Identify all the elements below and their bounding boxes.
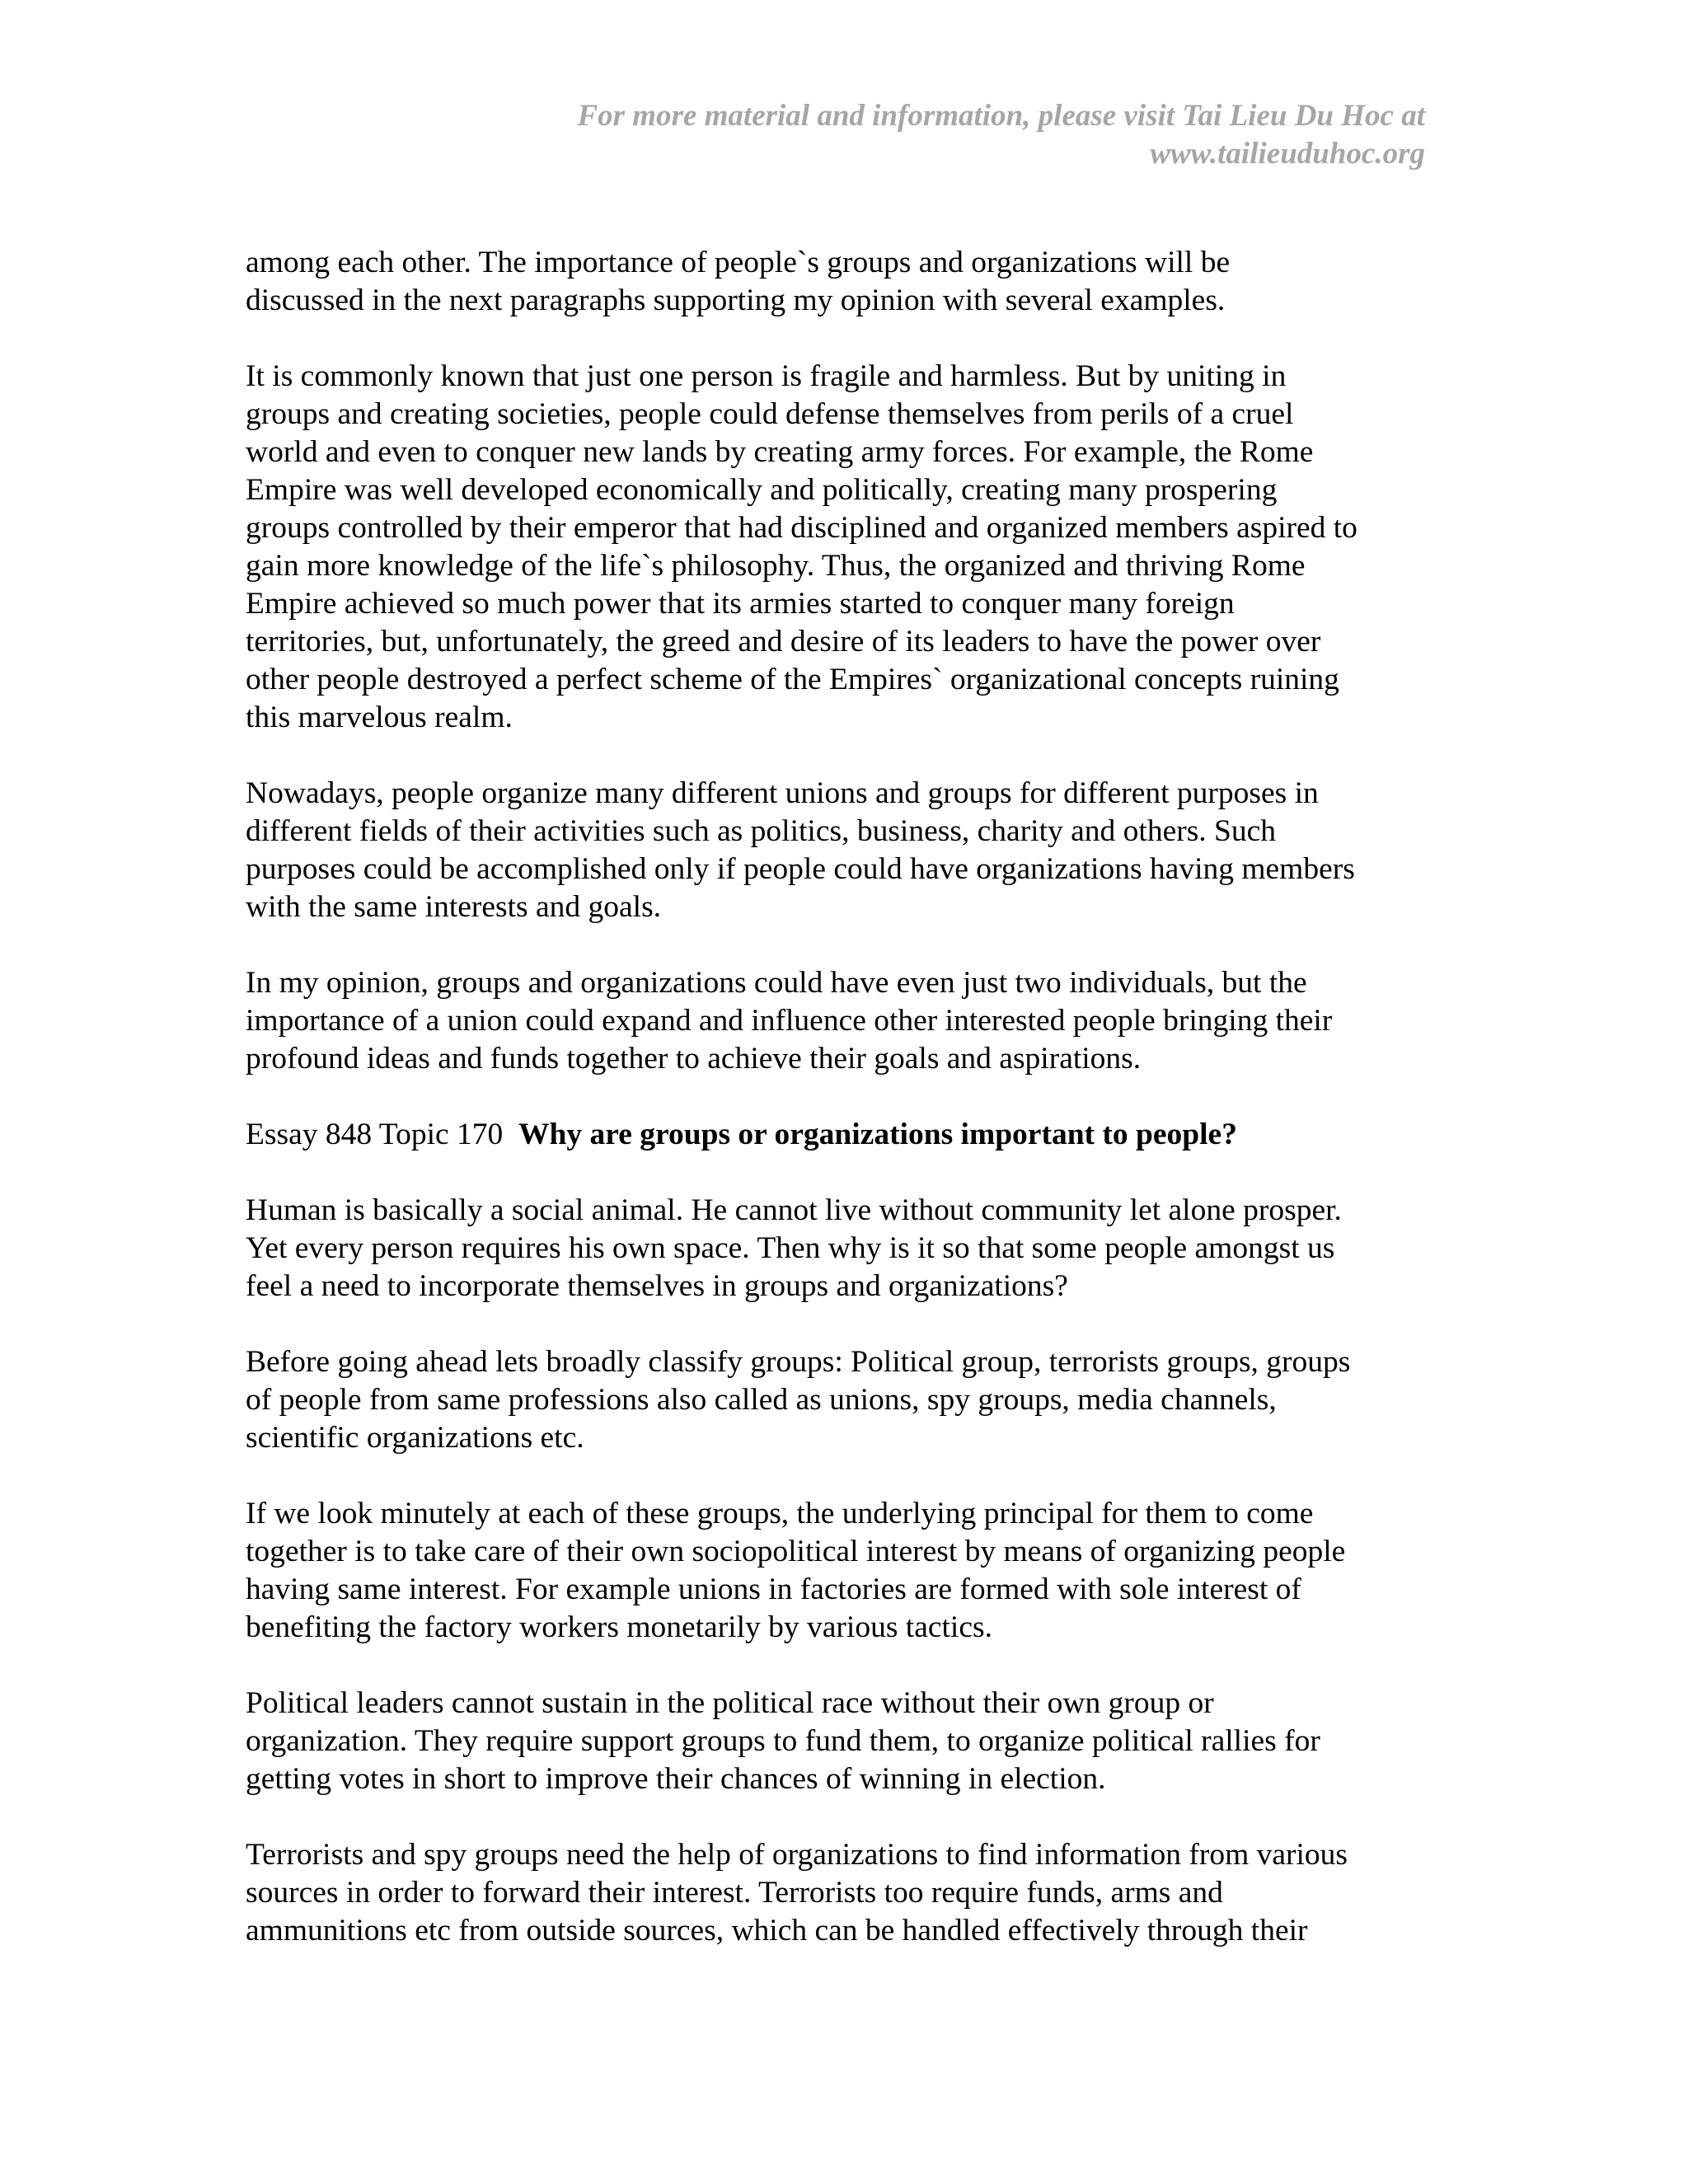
essay-question: Why are groups or organizations important to people?	[518, 1118, 1237, 1151]
text-line: ammunitions etc from outside sources, which can be handled effectively through their	[246, 1914, 1308, 1947]
essay-label: Essay 848 Topic 170	[246, 1118, 504, 1151]
paragraph	[246, 775, 1432, 926]
text-line: Empire was well developed economically and politically, creating many prospering	[246, 473, 1278, 507]
paragraph	[246, 964, 1432, 1078]
paragraph	[246, 244, 1432, 320]
paragraph	[246, 358, 1432, 737]
text-line: gain more knowledge of the life`s philosophy. Thus, the organized and thriving Rome	[246, 549, 1306, 583]
text-line: organization. They require support groups to fund them, to organize political rallies for	[246, 1724, 1320, 1758]
text-line: Political leaders cannot sustain in the political race without their own group or	[246, 1686, 1214, 1720]
text-line: profound ideas and funds together to achieve their goals and aspirations.	[246, 1042, 1142, 1076]
text-line: It is commonly known that just one person is fragile and harmless. But by uniting in	[246, 359, 1287, 393]
text-line: Nowadays, people organize many different unions and groups for different purposes in	[246, 776, 1319, 810]
text-line: discussed in the next paragraphs supporting my opinion with several examples.	[246, 284, 1226, 317]
text-line: groups controlled by their emperor that had disciplined and organized members aspired to	[246, 511, 1357, 545]
text-line: world and even to conquer new lands by creating army forces. For example, the Rome	[246, 435, 1314, 469]
text-line: having same interest. For example unions in factories are formed with sole interest of	[246, 1572, 1301, 1606]
header-line-1: For more material and information, please visit Tai Lieu Du Hoc at	[577, 99, 1425, 133]
text-line: among each other. The importance of people`s groups and organizations will be	[246, 246, 1231, 279]
page-header	[354, 97, 1425, 173]
paragraph	[246, 1685, 1432, 1798]
text-line: Before going ahead lets broadly classify groups: Political group, terrorists groups, groups	[246, 1345, 1351, 1379]
paragraph	[246, 1495, 1432, 1647]
text-line: importance of a union could expand and influence other interested people bringing their	[246, 1004, 1333, 1038]
text-line: benefiting the factory workers monetarily by various tactics.	[246, 1610, 992, 1644]
text-line: Human is basically a social animal. He cannot live without community let alone prosper.	[246, 1193, 1342, 1227]
text-line: groups and creating societies, people could defense themselves from perils of a cruel	[246, 397, 1294, 431]
text-line: In my opinion, groups and organizations could have even just two individuals, but the	[246, 966, 1307, 1000]
text-line: Terrorists and spy groups need the help of organizations to find information from various	[246, 1838, 1348, 1872]
essay-heading	[246, 1116, 1432, 1154]
text-line: other people destroyed a perfect scheme of the Empires` organizational concepts ruining	[246, 663, 1339, 696]
paragraph	[246, 1343, 1432, 1457]
text-line: sources in order to forward their interest. Terrorists too require funds, arms and	[246, 1876, 1223, 1910]
text-line: purposes could be accomplished only if people could have organizations having members	[246, 852, 1355, 886]
text-line: territories, but, unfortunately, the greed and desire of its leaders to have the power over	[246, 625, 1321, 658]
paragraph	[246, 1192, 1432, 1305]
text-line: getting votes in short to improve their chances of winning in election.	[246, 1762, 1106, 1796]
text-line: this marvelous realm.	[246, 701, 513, 734]
text-line: with the same interests and goals.	[246, 890, 662, 924]
header-url: www.tailieuduhoc.org	[1150, 137, 1425, 171]
essay-847-continuation	[246, 244, 1432, 1078]
text-line: feel a need to incorporate themselves in groups and organizations?	[246, 1269, 1068, 1303]
text-line: Empire achieved so much power that its armies started to conquer many foreign	[246, 587, 1235, 621]
text-line: If we look minutely at each of these groups, the underlying principal for them to come	[246, 1497, 1314, 1530]
text-line: Yet every person requires his own space. Then why is it so that some people amongst us	[246, 1231, 1335, 1265]
essay-848-body	[246, 1192, 1432, 1950]
paragraph	[246, 1836, 1432, 1950]
text-line: together is to take care of their own sociopolitical interest by means of organizing people	[246, 1535, 1346, 1568]
text-line: different fields of their activities such as politics, business, charity and others. Such	[246, 814, 1277, 848]
document-body	[246, 244, 1432, 1988]
text-line: scientific organizations etc.	[246, 1421, 584, 1455]
text-line: of people from same professions also called as unions, spy groups, media channels,	[246, 1383, 1277, 1417]
